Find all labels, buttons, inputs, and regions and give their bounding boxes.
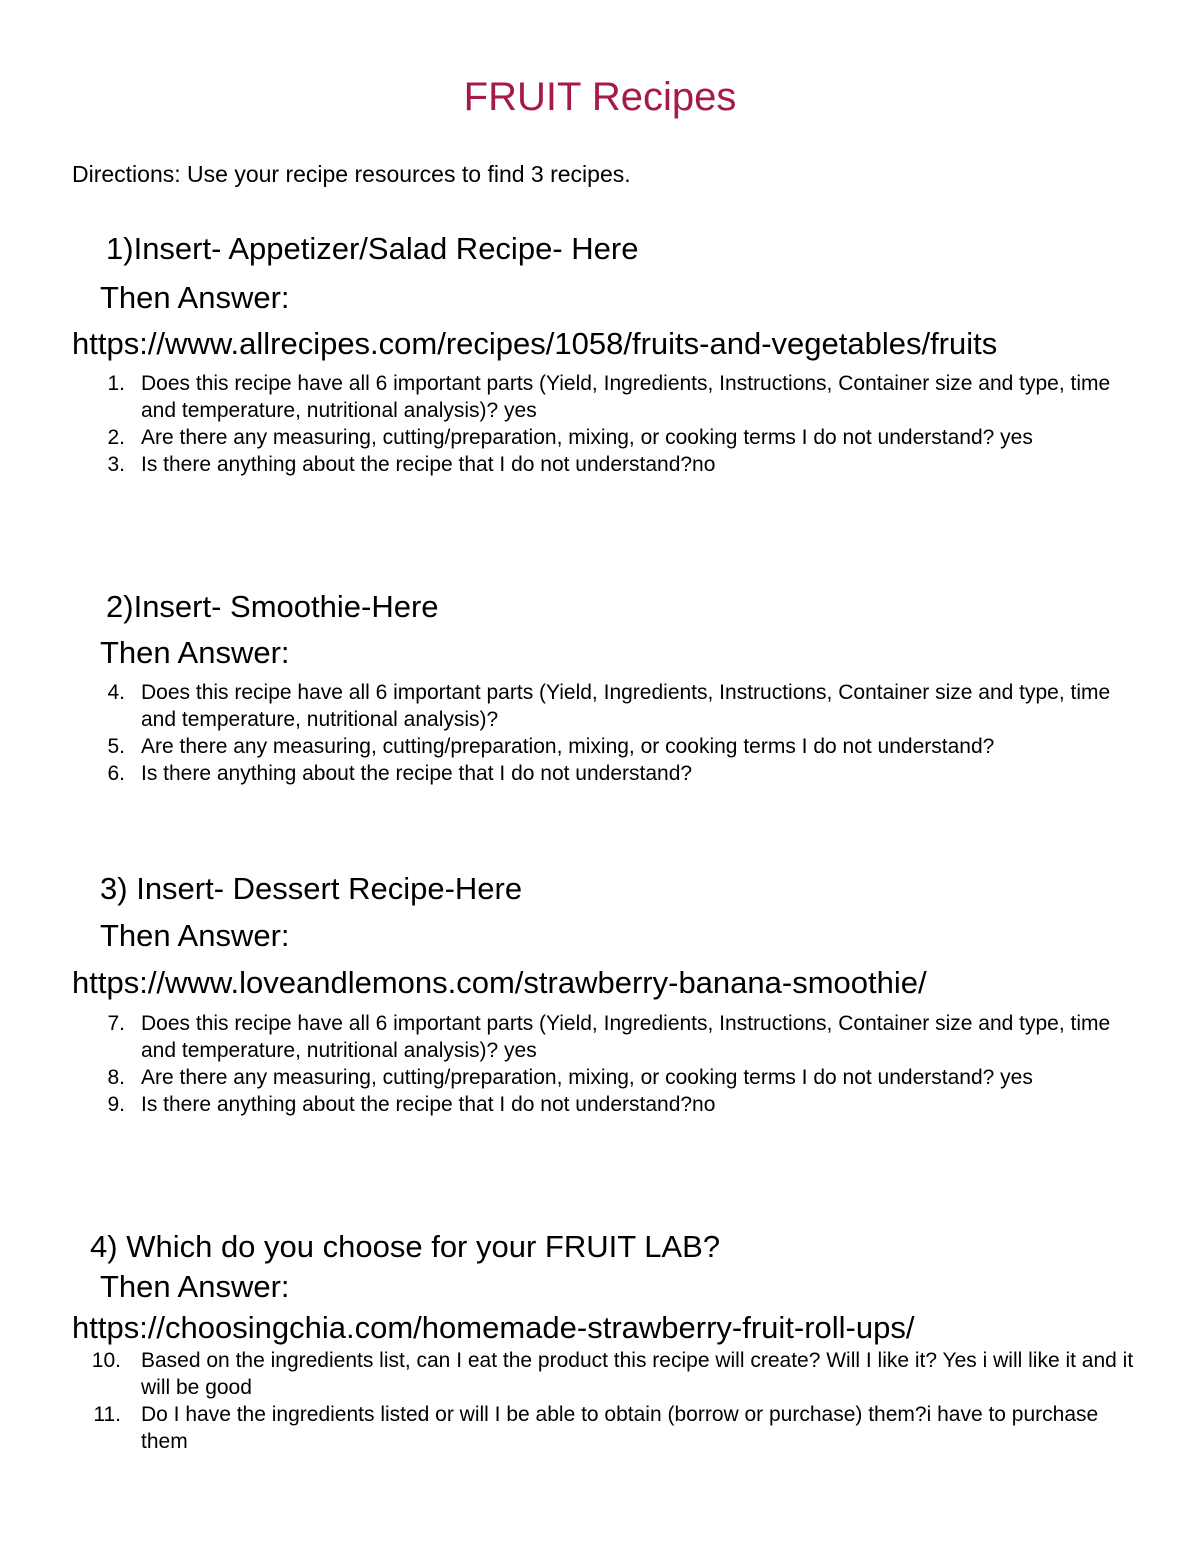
section-1-then-answer: Then Answer: <box>100 280 290 315</box>
section-4-heading <box>90 1229 720 1265</box>
page-title: FRUIT Recipes <box>463 75 737 119</box>
question-item: 6. Is there anything about the recipe that I do not understand? <box>107 762 693 785</box>
question-item: 9. Is there anything about the recipe that I do not understand?no <box>107 1093 716 1116</box>
section-2-questions <box>72 679 1142 787</box>
section-3-then-answer: Then Answer: <box>100 918 290 953</box>
question-item: 1. Does this recipe have all 6 important parts (Yield, Ingredients, Instructions, Container size and type, time and temperature, nutritional analysis)? yes <box>107 372 1111 422</box>
question-item: 11. Do I have the ingredients listed or will I be able to obtain (borrow or purchase) them?i have to purchase them <box>93 1403 1099 1453</box>
section-2-heading <box>106 589 439 625</box>
section-2-then-answer: Then Answer: <box>100 635 290 670</box>
section-title: Insert- Smoothie-Here <box>133 589 439 624</box>
section-number: 1) <box>106 231 134 266</box>
section-title: Which do you choose for your FRUIT LAB? <box>126 1229 721 1264</box>
question-item: 3. Is there anything about the recipe that I do not understand?no <box>107 453 716 476</box>
section-4-questions <box>72 1347 1142 1455</box>
question-item: 5. Are there any measuring, cutting/preparation, mixing, or cooking terms I do not understand? <box>107 735 995 758</box>
section-4-recipe-url[interactable]: https://choosingchia.com/homemade-strawberry-fruit-roll-ups/ <box>72 1310 915 1345</box>
question-item: 10. Based on the ingredients list, can I eat the product this recipe will create? Will I like it? Yes i will like it and it will be good <box>91 1349 1134 1399</box>
section-1-heading <box>106 231 638 267</box>
section-number: 4) <box>90 1229 118 1264</box>
question-item: 4. Does this recipe have all 6 important parts (Yield, Ingredients, Instructions, Container size and type, time and temperature, nutritional analysis)? <box>107 681 1111 731</box>
section-4-then-answer: Then Answer: <box>100 1269 290 1304</box>
section-1-questions <box>72 370 1142 478</box>
section-3-questions <box>72 1010 1142 1118</box>
question-item: 7. Does this recipe have all 6 important parts (Yield, Ingredients, Instructions, Container size and type, time and temperature, nutritional analysis)? yes <box>107 1012 1111 1062</box>
section-title: Insert- Dessert Recipe-Here <box>136 871 523 906</box>
section-number: 3) <box>100 871 128 906</box>
question-item: 8. Are there any measuring, cutting/preparation, mixing, or cooking terms I do not understand? yes <box>107 1066 1033 1089</box>
section-title: Insert- Appetizer/Salad Recipe- Here <box>133 231 639 266</box>
section-number: 2) <box>106 589 134 624</box>
section-1-recipe-url[interactable]: https://www.allrecipes.com/recipes/1058/fruits-and-vegetables/fruits <box>72 326 998 361</box>
section-3-recipe-url[interactable]: https://www.loveandlemons.com/strawberry-banana-smoothie/ <box>72 965 927 1000</box>
question-item: 2. Are there any measuring, cutting/preparation, mixing, or cooking terms I do not understand? yes <box>107 426 1033 449</box>
directions-text: Directions: Use your recipe resources to find 3 recipes. <box>72 161 631 187</box>
section-3-heading <box>100 871 522 907</box>
